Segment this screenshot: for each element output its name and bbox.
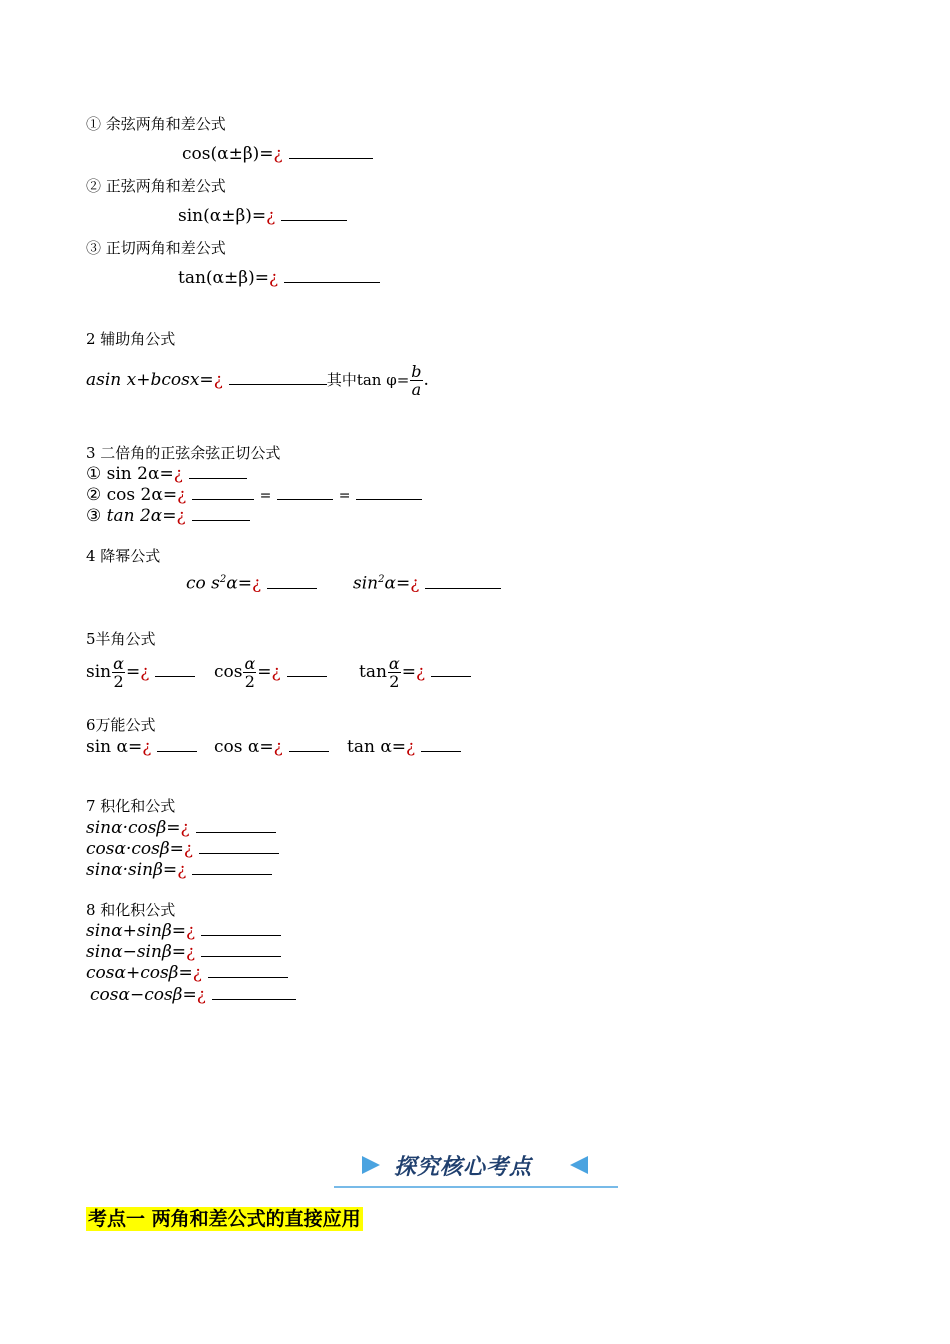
answer-blank[interactable] xyxy=(196,818,276,833)
sin-sum-diff-title: ② 正弦两角和差公式 xyxy=(86,177,226,195)
answer-blank[interactable] xyxy=(425,574,501,589)
product-to-sum-2: cosα·cosβ=¿ xyxy=(86,839,279,859)
half-angle-cos: cos $\frac{\alpha}{2}$ =¿ xyxy=(214,652,327,692)
answer-blank[interactable] xyxy=(155,662,195,677)
sum-to-product-1: sinα+sinβ=¿ xyxy=(86,921,281,941)
half-angle-sin: sin $\frac{\alpha}{2}$ =¿ xyxy=(86,652,195,692)
alpha-over-2-fraction: $\frac{\alpha}{2}$ xyxy=(244,654,256,691)
half-angle-title: 5半角公式 xyxy=(86,630,156,648)
answer-blank[interactable] xyxy=(201,942,281,957)
power-reduction-cos: co $s^2\alpha=¿$ xyxy=(186,570,317,594)
alpha-over-2-fraction: $\frac{\alpha}{2}$ xyxy=(113,654,124,691)
cos-sum-diff-formula: cos(α±β)=¿ xyxy=(182,144,373,164)
answer-blank[interactable] xyxy=(229,370,327,385)
answer-blank[interactable] xyxy=(289,737,329,752)
answer-blank[interactable] xyxy=(192,506,250,521)
answer-blank[interactable] xyxy=(287,662,327,677)
product-to-sum-title: 7 积化和公式 xyxy=(86,797,176,815)
answer-blank[interactable] xyxy=(421,737,461,752)
auxiliary-angle-title: 2 辅助角公式 xyxy=(86,330,176,348)
answer-blank[interactable] xyxy=(277,485,333,500)
universal-cos: cos α=¿ xyxy=(214,737,329,757)
answer-blank[interactable] xyxy=(201,921,281,936)
sum-to-product-2: sinα−sinβ=¿ xyxy=(86,942,281,962)
double-angle-title: 3 二倍角的正弦余弦正切公式 xyxy=(86,444,281,462)
tan-sum-diff-formula: tan(α±β)=¿ xyxy=(178,268,380,288)
product-to-sum-3: sinα·sinβ=¿ xyxy=(86,860,272,880)
answer-blank[interactable] xyxy=(431,662,471,677)
answer-blank[interactable] xyxy=(208,963,288,978)
left-arrow-icon xyxy=(570,1156,588,1174)
sum-to-product-title: 8 和化积公式 xyxy=(86,901,176,919)
banner-title: 探究核心考点 xyxy=(394,1155,533,1180)
sin-sum-diff-formula: sin(α±β)=¿ xyxy=(178,206,347,226)
answer-blank[interactable] xyxy=(192,860,272,875)
answer-blank[interactable] xyxy=(289,144,373,159)
answer-blank[interactable] xyxy=(267,574,317,589)
sum-to-product-3: cosα+cosβ=¿ xyxy=(86,963,288,983)
sum-to-product-4: cosα−cosβ=¿ xyxy=(90,985,296,1005)
universal-substitution-title: 6万能公式 xyxy=(86,716,156,734)
universal-tan: tan α=¿ xyxy=(347,737,461,757)
answer-blank[interactable] xyxy=(192,485,254,500)
cos-sum-diff-title: ① 余弦两角和差公式 xyxy=(86,115,226,133)
answer-blank[interactable] xyxy=(157,737,197,752)
double-angle-tan: ③ tan 2α=¿ xyxy=(86,506,250,526)
answer-blank[interactable] xyxy=(199,839,279,854)
product-to-sum-1: sinα·cosβ=¿ xyxy=(86,818,276,838)
b-over-a-fraction: $\frac{b}{a}$ xyxy=(411,362,422,399)
tan-sum-diff-title: ③ 正切两角和差公式 xyxy=(86,239,226,257)
answer-blank[interactable] xyxy=(356,485,422,500)
half-angle-tan: tan $\frac{\alpha}{2}$ =¿ xyxy=(359,652,471,692)
core-topic-banner xyxy=(334,1144,618,1188)
double-angle-cos: ② cos 2α=¿ = = xyxy=(86,485,422,506)
answer-blank[interactable] xyxy=(212,985,296,1000)
auxiliary-angle-formula: asin x+bcosx=¿ 其中tan φ= $\frac{b}{a}$ . xyxy=(86,362,429,399)
alpha-over-2-fraction: $\frac{\alpha}{2}$ xyxy=(388,654,400,691)
right-arrow-icon xyxy=(362,1156,380,1174)
universal-sin: sin α=¿ xyxy=(86,737,197,757)
double-angle-sin: ① sin 2α=¿ xyxy=(86,464,247,484)
topic-one-heading: 考点一 两角和差公式的直接应用 xyxy=(88,1208,361,1230)
power-reduction-sin: $\sin^2\alpha=¿$ xyxy=(353,570,501,594)
power-reduction-title: 4 降幂公式 xyxy=(86,547,161,565)
answer-blank[interactable] xyxy=(284,268,380,283)
answer-blank[interactable] xyxy=(281,206,347,221)
answer-blank[interactable] xyxy=(189,464,247,479)
